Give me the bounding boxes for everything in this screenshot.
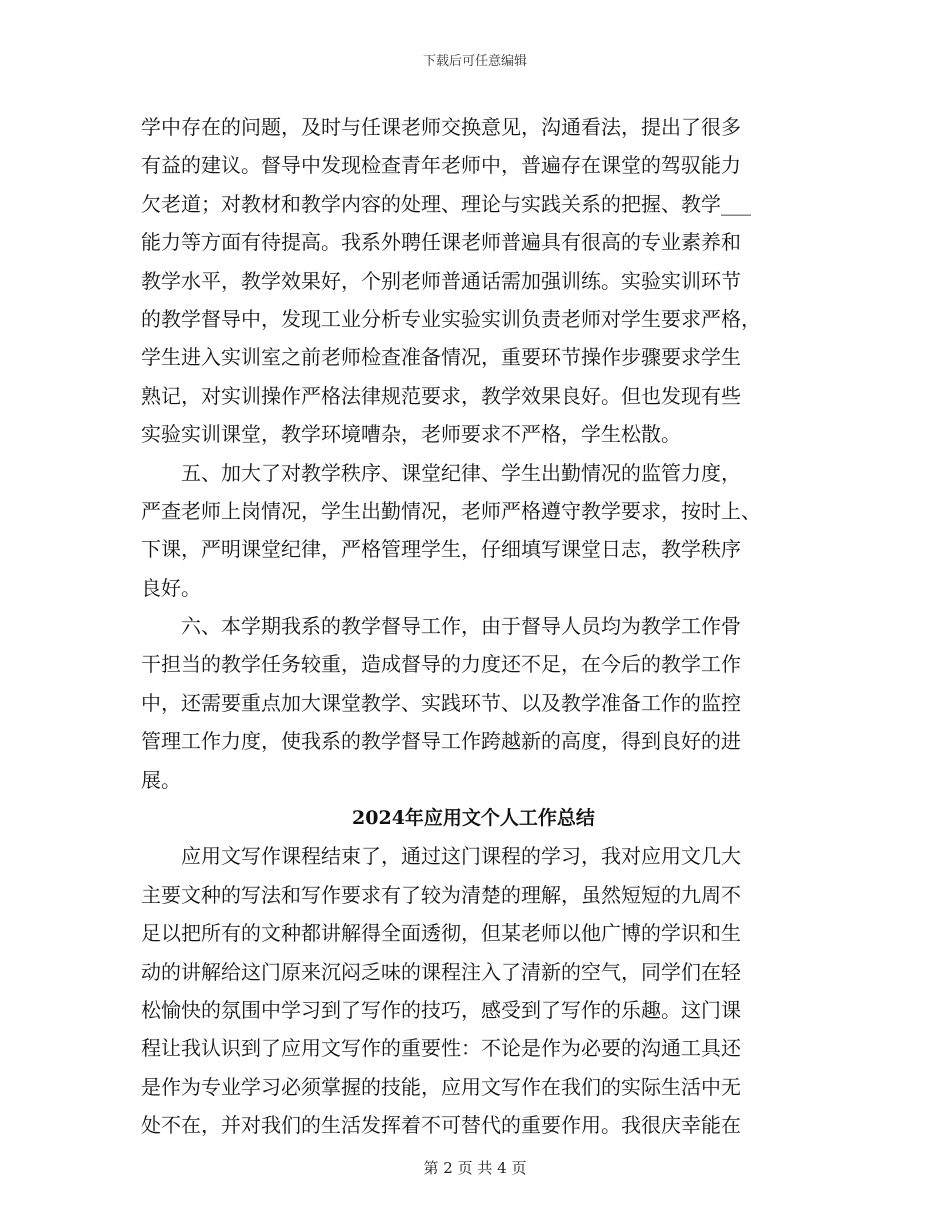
paragraph-line: 管理工作力度，使我系的教学督导工作跨越新的高度，得到良好的进 xyxy=(141,729,741,754)
paragraph-line: 实验实训课堂，教学环境嘈杂，老师要求不严格，学生松散。 xyxy=(141,422,681,447)
paragraph-line: 学生进入实训室之前老师检查准备情况，重要环节操作步骤要求学生 xyxy=(141,345,741,370)
header-note: 下载后可任意编辑 xyxy=(422,54,527,69)
paragraph-line: 展。 xyxy=(141,767,181,792)
paragraph-line: 程让我认识到了应用文写作的重要性：不论是作为必要的沟通工具还 xyxy=(141,1036,741,1061)
paragraph-line: 学中存在的问题，及时与任课老师交换意见，沟通看法，提出了很多 xyxy=(141,115,741,139)
paragraph-line: 动的讲解给这门原来沉闷乏味的课程注入了清新的空气，同学们在轻 xyxy=(141,959,741,984)
paragraph-line: 能力等方面有待提高。我系外聘任课老师普遍具有很高的专业素养和 xyxy=(141,230,741,255)
paragraph-line: 应用文写作课程结束了，通过这门课程的学习，我对应用文几大 xyxy=(141,844,741,869)
paragraph-line: 中，还需要重点加大课堂教学、实践环节、以及教学准备工作的监控 xyxy=(141,690,741,715)
paragraph-line: 五、加大了对教学秩序、课堂纪律、学生出勤情况的监管力度， xyxy=(141,460,741,485)
paragraph-line: 六、本学期我系的教学督导工作，由于督导人员均为教学工作骨 xyxy=(141,614,741,639)
paragraph-line: 熟记，对实训操作严格法律规范要求，教学效果良好。但也发现有些 xyxy=(141,383,741,408)
article-title: 2024年应用文个人工作总结 xyxy=(352,807,595,830)
paragraph-line: 欠老道；对教材和教学内容的处理、理论与实践关系的把握、教学___ xyxy=(141,191,751,216)
document-body xyxy=(141,108,806,1145)
page-number: 第 2 页 共 4 页 xyxy=(423,1159,527,1177)
paragraph-line: 教学水平，教学效果好，个别老师普通话需加强训练。实验实训环节 xyxy=(141,268,741,293)
paragraph-line: 松愉快的氛围中学习到了写作的技巧，感受到了写作的乐趣。这门课 xyxy=(141,997,741,1022)
paragraph-line: 主要文种的写法和写作要求有了较为清楚的理解，虽然短短的九周不 xyxy=(141,882,741,907)
paragraph-line: 的教学督导中，发现工业分析专业实验实训负责老师对学生要求严格， xyxy=(141,306,761,331)
paragraph-line: 处不在，并对我们的生活发挥着不可替代的重要作用。我很庆幸能在 xyxy=(141,1113,741,1138)
paragraph-line: 足以把所有的文种都讲解得全面透彻，但某老师以他广博的学识和生 xyxy=(141,921,741,946)
paragraph-line: 是作为专业学习必须掌握的技能，应用文写作在我们的实际生活中无 xyxy=(141,1074,741,1099)
paragraph-line: 有益的建议。督导中发现检查青年老师中，普遍存在课堂的驾驭能力 xyxy=(141,153,741,178)
paragraph-line: 干担当的教学任务较重，造成督导的力度还不足，在今后的教学工作 xyxy=(141,652,741,677)
paragraph-line: 严查老师上岗情况，学生出勤情况，老师严格遵守教学要求，按时上、 xyxy=(141,498,761,523)
paragraph-line: 良好。 xyxy=(141,575,201,600)
paragraph-line: 下课，严明课堂纪律，严格管理学生，仔细填写课堂日志，教学秩序 xyxy=(141,537,741,562)
